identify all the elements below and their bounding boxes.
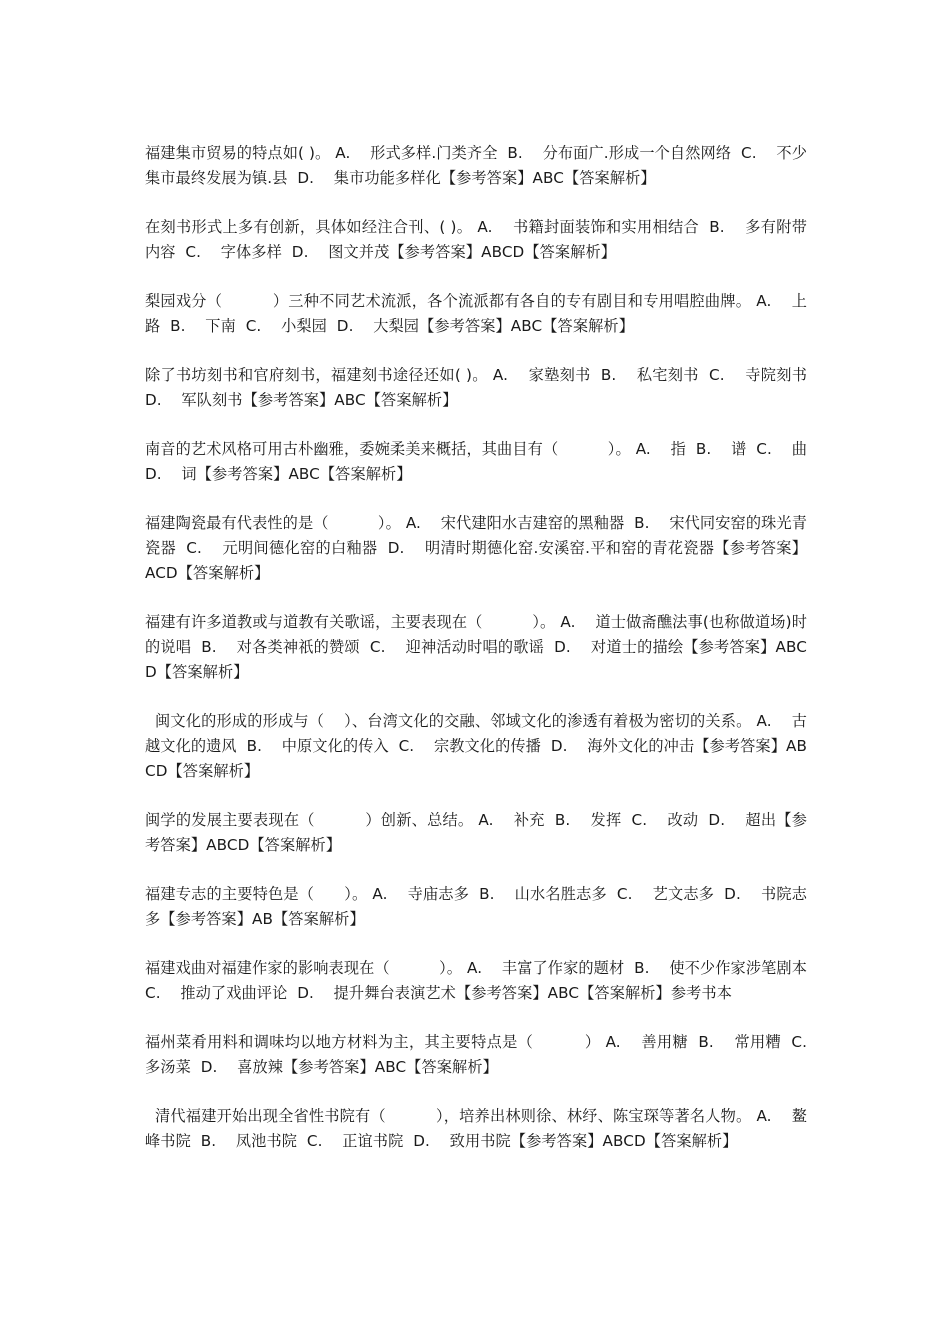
question-paragraph: 福建陶瓷最有代表性的是（ ）。 A. 宋代建阳水吉建窑的黑釉器 B. 宋代同安窑的珠光青瓷器 C. 元明间德化窑的白釉器 D. 明清时期德化窑.安溪窑.平和窑的青花瓷器【参考答案】ACD【答案解析】	[145, 514, 807, 582]
question-paragraph: 南音的艺术风格可用古朴幽雅，委婉柔美来概括，其曲目有（ ）。 A. 指 B. 谱 C. 曲 D. 词【参考答案】ABC【答案解析】	[145, 440, 817, 483]
question-paragraph: 清代福建开始出现全省性书院有（ ），培养出林则徐、林纾、陈宝琛等著名人物。 A. 鳌峰书院 B. 凤池书院 C. 正谊书院 D. 致用书院【参考答案】ABCD【答案解析】	[145, 1107, 807, 1150]
question-paragraph: 福建集市贸易的特点如( )。 A. 形式多样.门类齐全 B. 分布面广.形成一个自然网络 C. 不少集市最终发展为镇.县 D. 集市功能多样化【参考答案】ABC【答案解析】	[145, 144, 807, 187]
question-paragraph: 福建有许多道教或与道教有关歌谣，主要表现在（ ）。 A. 道士做斋醮法事(也称做道场)时的说唱 B. 对各类神祇的赞颂 C. 迎神活动时唱的歌谣 D. 对道士的描绘【参考答案】ABCD【答案解析】	[145, 613, 807, 681]
question-paragraph: 闽文化的形成的形成与（ ）、台湾文化的交融、邻域文化的渗透有着极为密切的关系。 A. 古越文化的遗风 B. 中原文化的传入 C. 宗教文化的传播 D. 海外文化的冲击【参考答案】ABCD【答案解析】	[145, 712, 807, 780]
question-paragraph: 福建专志的主要特色是（ ）。 A. 寺庙志多 B. 山水名胜志多 C. 艺文志多 D. 书院志多【参考答案】AB【答案解析】	[145, 885, 807, 928]
question-paragraph: 福州菜肴用料和调味均以地方材料为主，其主要特点是（ ） A. 善用糖 B. 常用糟 C. 多汤菜 D. 喜放辣【参考答案】ABC【答案解析】	[145, 1033, 827, 1076]
question-paragraph: 福建戏曲对福建作家的影响表现在（ ）。 A. 丰富了作家的题材 B. 使不少作家涉笔剧本 C. 推动了戏曲评论 D. 提升舞台表演艺术【参考答案】ABC【答案解析】参考书本	[145, 959, 817, 1002]
question-paragraph: 除了书坊刻书和官府刻书，福建刻书途径还如( )。 A. 家塾刻书 B. 私宅刻书 C. 寺院刻书 D. 军队刻书【参考答案】ABC【答案解析】	[145, 366, 817, 409]
question-list	[145, 141, 827, 1178]
question-paragraph: 在刻书形式上多有创新，具体如经注合刊、( )。 A. 书籍封面装饰和实用相结合 B. 多有附带内容 C. 字体多样 D. 图文并茂【参考答案】ABCD【答案解析】	[145, 218, 807, 261]
question-paragraph: 梨园戏分（ ）三种不同艺术流派，各个流派都有各自的专有剧目和专用唱腔曲牌。 A. 上路 B. 下南 C. 小梨园 D. 大梨园【参考答案】ABC【答案解析】	[145, 292, 807, 335]
question-paragraph: 闽学的发展主要表现在（ ）创新、总结。 A. 补充 B. 发挥 C. 改动 D. 超出【参考答案】ABCD【答案解析】	[145, 811, 807, 854]
